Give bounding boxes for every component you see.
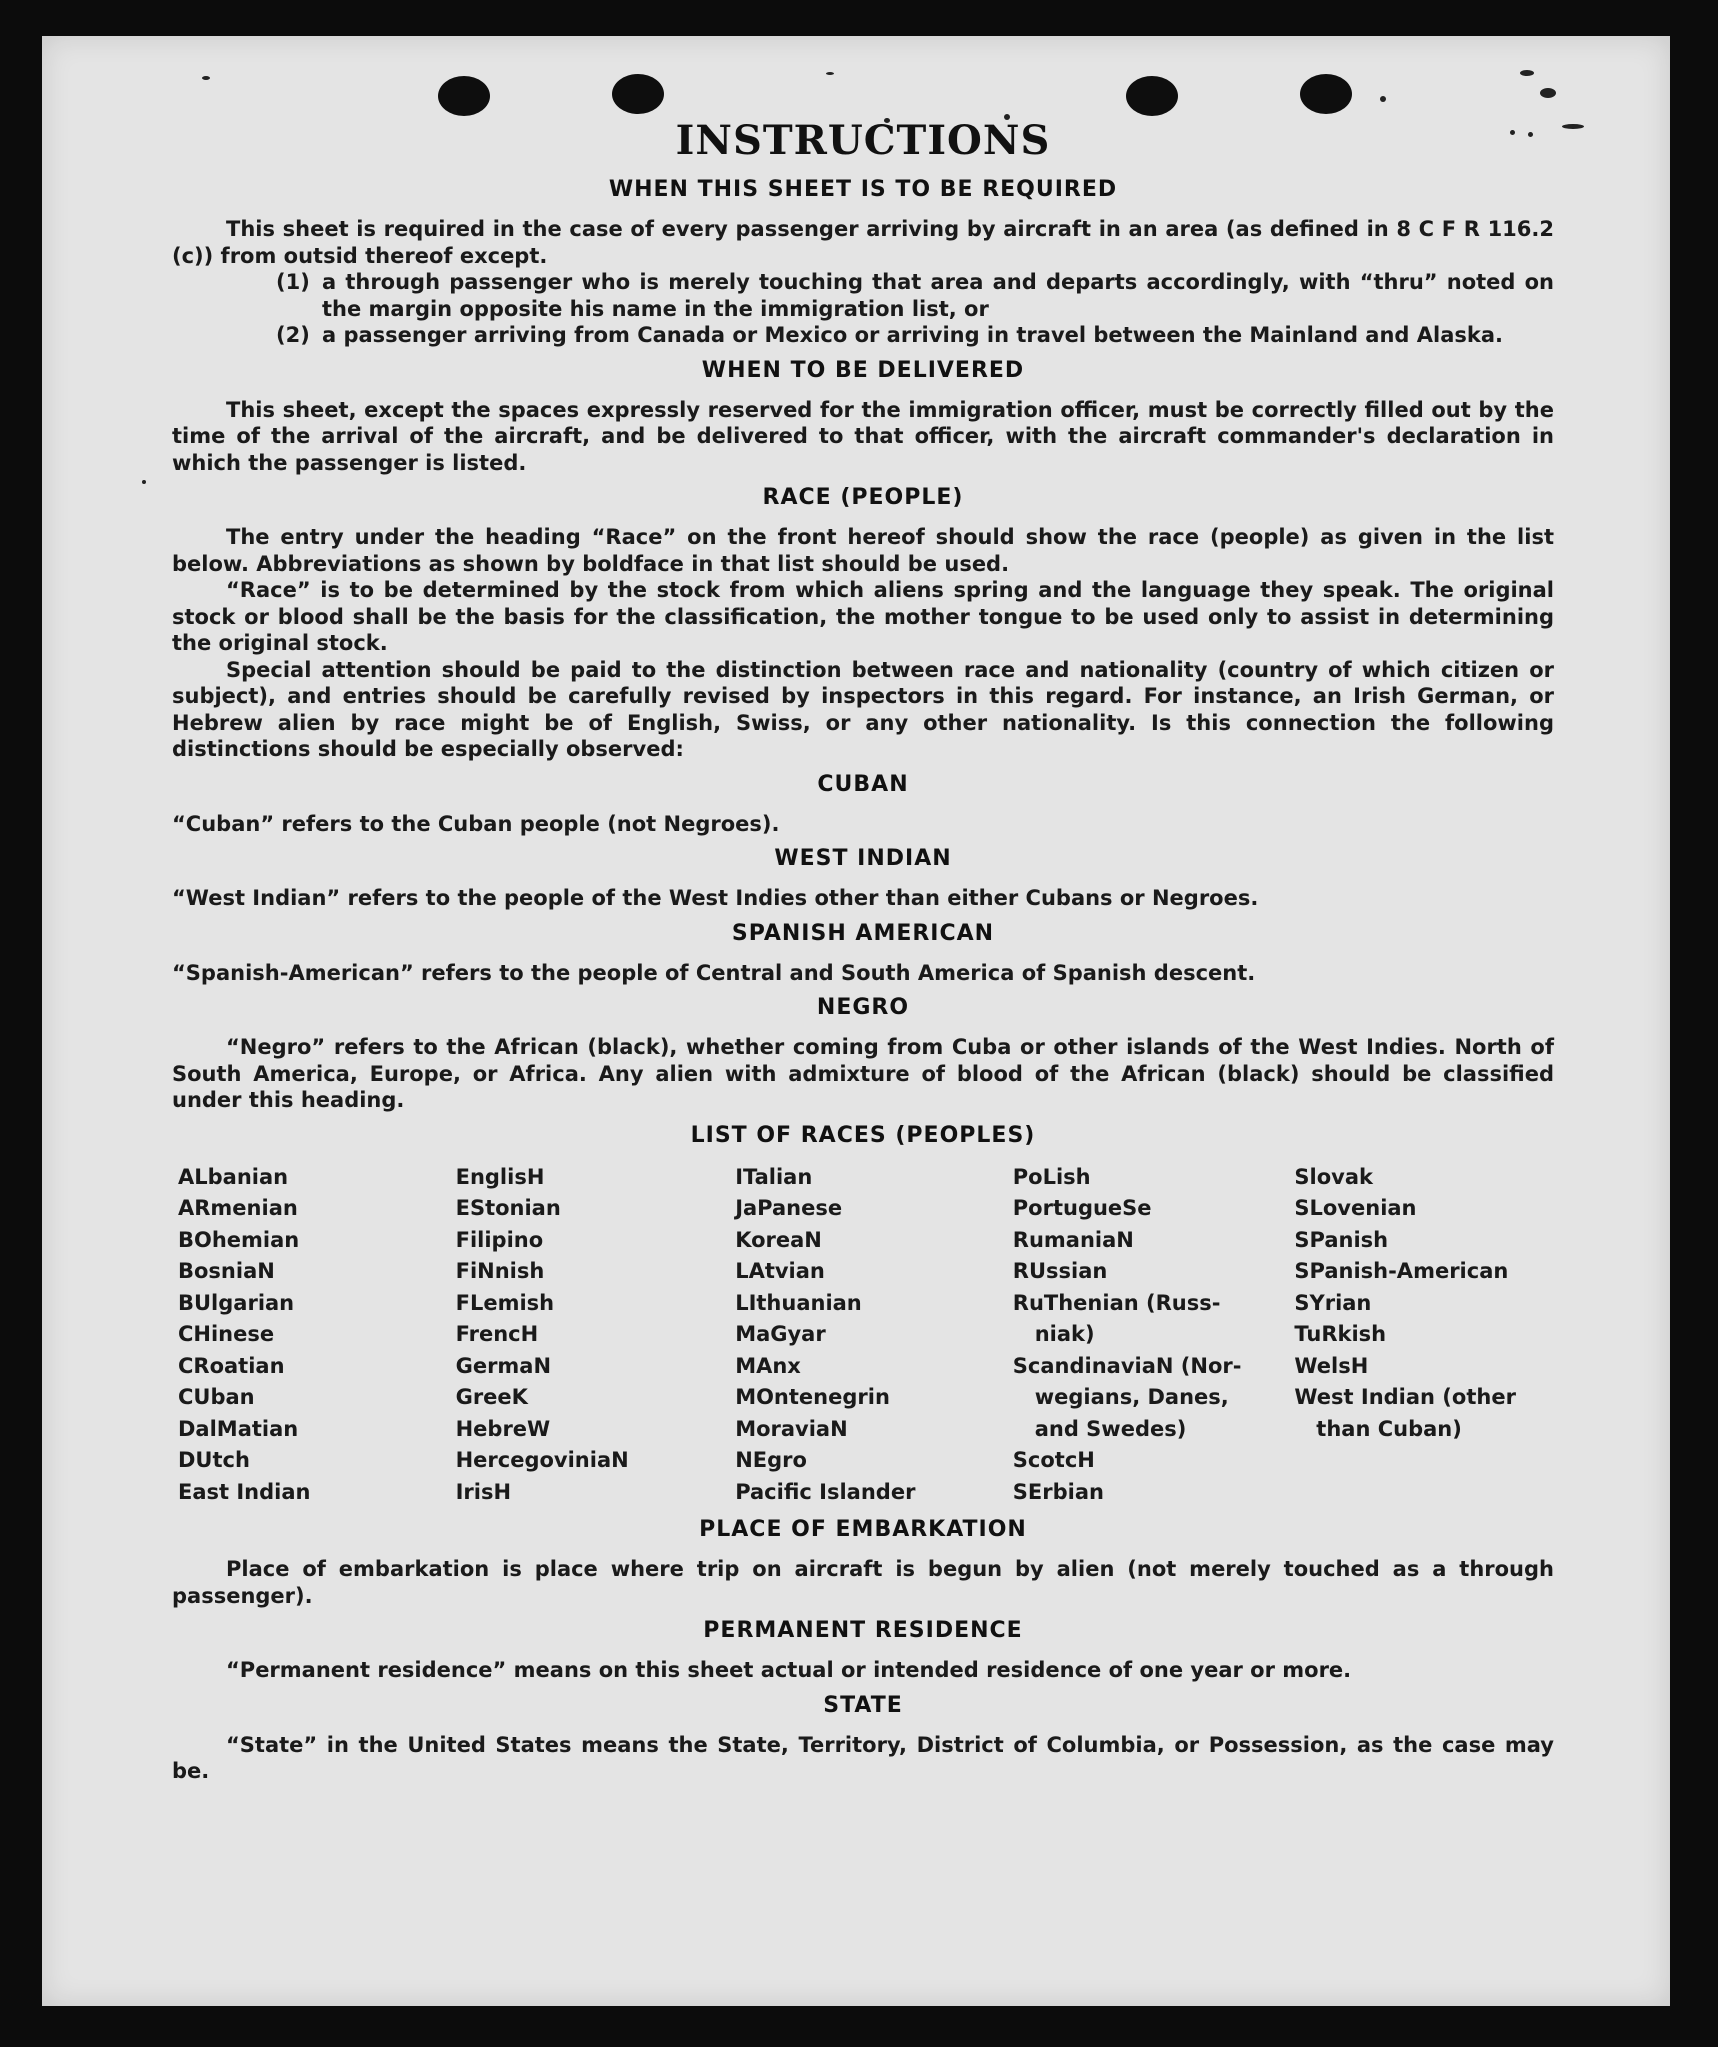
speck (1520, 70, 1534, 76)
race-entry: WelsH (1294, 1353, 1369, 1378)
race-entry: Slovak (1294, 1164, 1373, 1189)
race-entry: MoraviaN (735, 1416, 848, 1441)
exception-list (276, 269, 1554, 349)
races-column (735, 1162, 1013, 1509)
punch-hole (612, 74, 664, 114)
race-entry: CUban (178, 1385, 255, 1409)
race-entry: TuRkish (1294, 1322, 1387, 1346)
spanish-american-text: “Spanish-American” refers to the people of Central and South America of Spanish descent. (172, 960, 1256, 985)
item-number: (1) (276, 270, 310, 294)
heading-negro: NEGRO (816, 995, 910, 1020)
race-entry: RuThenian (Russ- (1012, 1290, 1221, 1315)
race-entry: SYrian (1294, 1290, 1372, 1315)
race-entry: SErbian (1012, 1479, 1104, 1504)
race-paragraph-1: The entry under the heading “Race” on the front hereof should show the race (people) as given in the list below. Abbreviations as shown by boldface in that list should be used. (172, 525, 1554, 576)
speck (202, 76, 210, 80)
race-entry: JaPanese (735, 1196, 843, 1220)
item-text: a passenger arriving from Canada or Mexico or arriving in travel between the Mainland and Alaska. (322, 323, 1503, 347)
races-list (178, 1162, 1554, 1509)
race-entry: HercegoviniaN (455, 1448, 629, 1472)
race-entry: EStonian (455, 1196, 561, 1220)
race-entry: East Indian (178, 1479, 311, 1504)
race-entry: West Indian (other (1294, 1385, 1516, 1409)
race-entry: ARmenian (178, 1196, 298, 1220)
document-content (172, 116, 1554, 1785)
race-entry: RUssian (1012, 1259, 1108, 1283)
punch-hole (1300, 74, 1352, 114)
item-text: a through passenger who is merely touching that area and departs accordingly, with “thru” noted on the margin opposite his name in the immigration list, or (322, 270, 1554, 321)
race-entry: MaGyar (735, 1322, 826, 1346)
races-column (456, 1162, 736, 1509)
race-entry: FrencH (455, 1322, 539, 1346)
race-entry: BOhemian (178, 1227, 300, 1252)
race-entry: FLemish (455, 1290, 555, 1315)
heading-state: STATE (823, 1692, 903, 1718)
document-sheet (42, 36, 1670, 2006)
delivered-text: This sheet, except the spaces expressly reserved for the immigration officer, must be correctly filled out by the time of the arrival of the aircraft, and be delivered to that officer, with the aircraft commander's declaration in which the passenger is listed. (172, 397, 1554, 475)
heading-embarkation: PLACE OF EMBARKATION (699, 1517, 1027, 1542)
race-entry: Filipino (455, 1227, 544, 1252)
race-entry: IrisH (455, 1479, 512, 1504)
race-entry: ScandinaviaN (Nor- (1012, 1353, 1242, 1378)
race-entry: Pacific Islander (735, 1479, 916, 1504)
item-number: (2) (276, 323, 310, 347)
race-entry: PortugueSe (1012, 1196, 1152, 1220)
race-entry: KoreaN (735, 1227, 822, 1252)
race-entry: DUtch (178, 1448, 250, 1472)
state-text: “State” in the United States means the State, Territory, District of Columbia, or Possession, as the case may be. (172, 1732, 1554, 1783)
race-entry: CRoatian (178, 1353, 285, 1378)
race-entry: GermaN (455, 1353, 552, 1378)
speck (1540, 88, 1556, 98)
punch-hole (438, 76, 490, 116)
heading-list-of-races: LIST OF RACES (PEOPLES) (690, 1122, 1036, 1148)
races-column (178, 1162, 456, 1509)
race-entry: ITalian (735, 1164, 813, 1189)
heading-spanish-american: SPANISH AMERICAN (731, 920, 995, 946)
race-entry: SPanish-American (1294, 1259, 1509, 1283)
residence-text: “Permanent residence” means on this sheet actual or intended residence of one year or more. (226, 1658, 1352, 1682)
page-title: INSTRUCTIONS (675, 117, 1051, 164)
races-column (1294, 1162, 1554, 1509)
race-entry: GreeK (455, 1385, 528, 1409)
race-entry: SPanish (1294, 1227, 1389, 1252)
race-entry: EnglisH (455, 1164, 545, 1189)
race-entry: BUlgarian (178, 1290, 295, 1315)
cuban-text: “Cuban” refers to the Cuban people (not Negroes). (172, 811, 780, 836)
speck (826, 72, 834, 75)
race-entry: MOntenegrin (735, 1385, 890, 1409)
race-paragraph-2: “Race” is to be determined by the stock from which aliens spring and the language they speak. The original stock or blood shall be the basis for the classification, the mother tongue to be used only to assist in determining the original stock. (172, 578, 1554, 655)
races-column (1013, 1162, 1295, 1509)
race-entry: ALbanian (178, 1164, 289, 1189)
race-entry: ScotcH (1012, 1448, 1095, 1472)
race-entry: SLovenian (1294, 1196, 1417, 1220)
race-entry: and Swedes) (1012, 1416, 1187, 1441)
race-entry: MAnx (735, 1353, 801, 1378)
race-entry: wegians, Danes, (1012, 1385, 1229, 1409)
heading-race: RACE (PEOPLE) (762, 485, 964, 510)
race-entry: HebreW (455, 1416, 551, 1441)
race-entry: LIthuanian (735, 1290, 862, 1315)
race-entry: CHinese (178, 1322, 275, 1346)
race-paragraph-3: Special attention should be paid to the distinction between race and nationality (country of which citizen or subject), and entries should be carefully revised by inspectors in this regard. For instance, an Irish German, or Hebrew alien by race might be of English, Swiss, or any other nationality. Is this connection the following distinctions should be especially observed: (172, 657, 1554, 761)
speck (142, 480, 146, 484)
race-entry: NEgro (735, 1448, 807, 1472)
west-indian-text: “West Indian” refers to the people of the West Indies other than either Cubans or Negroes. (172, 886, 1259, 910)
required-intro: This sheet is required in the case of every passenger arriving by aircraft in an area (as defined in 8 C F R 116.2 (c)) from outsid thereof except. (172, 217, 1554, 268)
heading-residence: PERMANENT RESIDENCE (703, 1618, 1023, 1643)
race-entry: FiNnish (455, 1259, 545, 1283)
speck (1380, 96, 1386, 102)
speck (1562, 124, 1584, 129)
heading-west-indian: WEST INDIAN (774, 846, 952, 871)
race-entry: niak) (1012, 1322, 1095, 1346)
race-entry: PoLish (1012, 1164, 1091, 1189)
negro-text: “Negro” refers to the African (black), whether coming from Cuba or other islands of the West Indies. North of South America, Europe, or Africa. Any alien with admixture of blood of the African (black) should be classified under this heading. (172, 1035, 1554, 1112)
list-item (276, 269, 1554, 322)
race-entry: BosniaN (178, 1259, 275, 1283)
race-entry: LAtvian (735, 1259, 825, 1283)
heading-required: WHEN THIS SHEET IS TO BE REQUIRED (608, 177, 1118, 202)
punch-hole (1126, 76, 1178, 116)
race-entry: DalMatian (178, 1416, 299, 1441)
embarkation-text: Place of embarkation is place where trip on aircraft is begun by alien (not merely touched as a through passenger). (172, 1557, 1554, 1608)
heading-cuban: CUBAN (817, 771, 909, 797)
race-entry: RumaniaN (1012, 1227, 1134, 1252)
heading-delivered: WHEN TO BE DELIVERED (701, 357, 1025, 383)
list-item (276, 322, 1554, 349)
race-entry: than Cuban) (1294, 1416, 1462, 1441)
